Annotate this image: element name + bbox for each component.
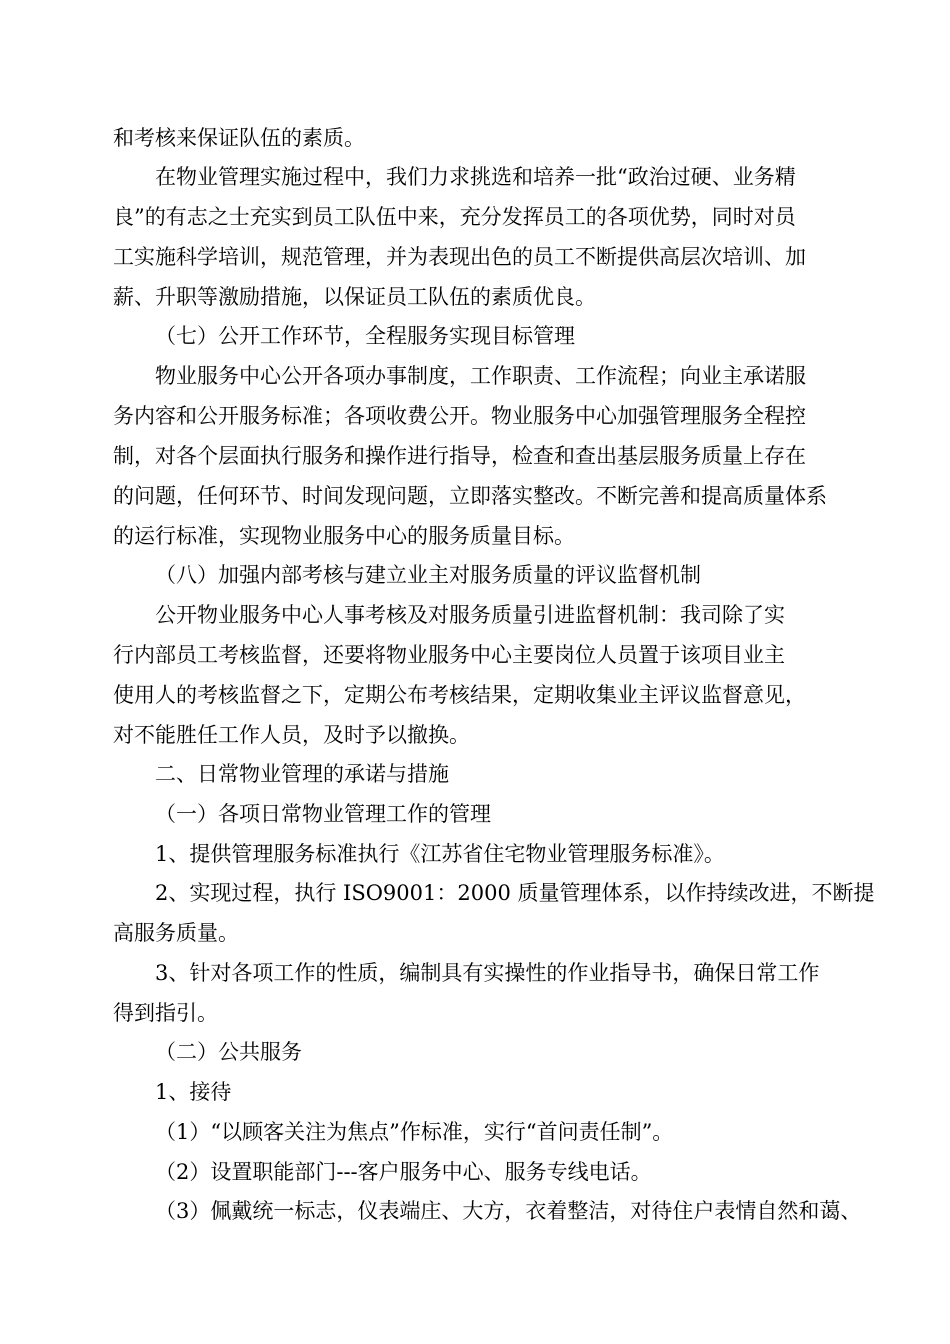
text-line: 高服务质量。 [113,921,239,945]
text-line: 使用人的考核监督之下，定期公布考核结果，定期收集业主评议监督意见， [113,683,806,707]
text-line: 在物业管理实施过程中，我们力求挑选和培养一批“政治过硬、业务精 [155,165,796,189]
text-line: 工实施科学培训，规范管理，并为表现出色的员工不断提供高层次培训、加 [113,245,806,269]
paragraph-staff-training-cont [113,197,806,317]
list-item-3 [155,953,819,993]
paragraph-continuation: 和考核来保证队伍的素质。 [113,126,365,150]
text-line: 得到指引。 [113,1001,218,1025]
subsection-reception: 1、接待 [155,1080,232,1104]
section-heading-8: （八）加强内部考核与建立业主对服务质量的评议监督机制 [155,563,701,587]
list-item-2-cont [113,913,239,953]
paragraph-supervision-cont [113,635,806,755]
text-line: 对不能胜任工作人员，及时予以撤换。 [113,723,470,747]
sub-item-1: （1）“以顾客关注为焦点”作标准，实行“首问责任制”。 [155,1120,674,1144]
paragraph-open-management-cont [113,396,827,556]
text-line: 薪、升职等激励措施，以保证员工队伍的素质优良。 [113,285,596,309]
text-line: 3、针对各项工作的性质，编制具有实操性的作业指导书，确保日常工作 [155,961,820,985]
text-line: 良”的有志之士充实到员工队伍中来，充分发挥员工的各项优势，同时对员 [113,205,796,229]
list-item-3-cont [113,993,218,1033]
sub-item-3: （3）佩戴统一标志，仪表端庄、大方，衣着整洁，对待住户表情自然和蔼、 [155,1199,862,1223]
section-heading-7: （七）公开工作环节，全程服务实现目标管理 [155,324,575,348]
chapter-heading-2: 二、日常物业管理的承诺与措施 [155,762,449,786]
text-line: 2、实现过程，执行 ISO9001：2000 质量管理体系，以作持续改进，不断提 [155,881,875,905]
paragraph-supervision [155,595,785,635]
section-heading-2-1: （一）各项日常物业管理工作的管理 [155,802,491,826]
text-line: 公开物业服务中心人事考核及对服务质量引进监督机制：我司除了实 [155,603,785,627]
text-line: 的运行标准，实现物业服务中心的服务质量目标。 [113,524,575,548]
list-item-2 [155,873,875,913]
sub-item-2: （2）设置职能部门---客户服务中心、服务专线电话。 [155,1160,652,1184]
section-heading-2-2: （二）公共服务 [155,1040,302,1064]
list-item-1: 1、提供管理服务标准执行《江苏省住宅物业管理服务标准》。 [155,842,725,866]
text-line: 务内容和公开服务标准；各项收费公开。物业服务中心加强管理服务全程控 [113,404,806,428]
text-line: 行内部员工考核监督，还要将物业服务中心主要岗位人员置于该项目业主 [113,643,785,667]
text-line: 的问题，任何环节、时间发现问题，立即落实整改。不断完善和提高质量体系 [113,484,827,508]
text-line: 制，对各个层面执行服务和操作进行指导，检查和查出基层服务质量上存在 [113,444,806,468]
paragraph-open-management [155,356,806,396]
paragraph-staff-training [155,157,796,197]
text-line: 物业服务中心公开各项办事制度，工作职责、工作流程；向业主承诺服 [155,364,806,388]
